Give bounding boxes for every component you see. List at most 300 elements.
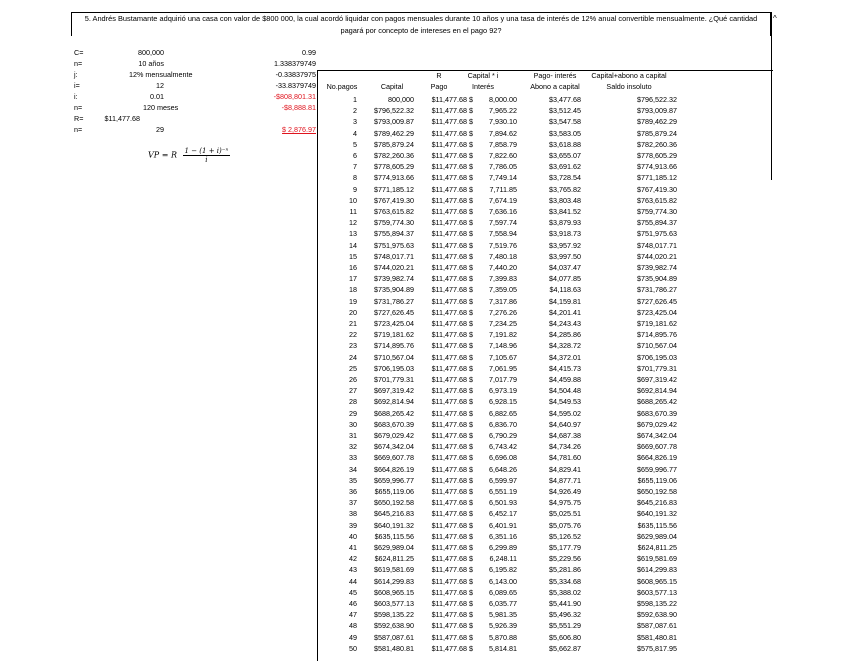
cell-nopago: 5	[353, 139, 357, 149]
cell-interes: 7,105.67	[489, 352, 517, 362]
formula-fraction	[183, 147, 231, 164]
cell-pago: $11,477.68 $	[431, 464, 473, 474]
cell-abono: $5,388.02	[549, 587, 581, 597]
cell-pago: $11,477.68 $	[431, 419, 473, 429]
cell-nopago: 29	[349, 408, 357, 418]
table-row	[317, 240, 772, 252]
cell-abono: $4,734.26	[549, 442, 581, 452]
cell-interes: 5,926.39	[489, 621, 517, 631]
cell-pago: $11,477.68 $	[431, 520, 473, 530]
cell-capital: $744,020.21	[374, 263, 414, 272]
variable-label: j:	[74, 70, 78, 79]
cell-capital: $789,462.29	[374, 128, 414, 138]
header-capital: Capital	[380, 82, 404, 91]
cell-abono: $4,459.88	[549, 375, 581, 384]
table-row	[317, 576, 772, 588]
cell-interes: 7,399.83	[489, 274, 517, 284]
cell-nopago: 37	[349, 498, 357, 508]
cell-nopago: 50	[349, 643, 357, 653]
cell-nopago: 14	[349, 240, 357, 250]
cell-nopago: 19	[349, 296, 357, 306]
cell-abono: $4,687.38	[549, 431, 581, 440]
cell-saldo: $731,786.27	[637, 285, 677, 295]
cell-interes: 7,749.14	[489, 173, 517, 183]
cell-saldo: $785,879.24	[637, 128, 677, 138]
cell-abono: $3,957.92	[549, 240, 581, 250]
cell-pago: $11,477.68 $	[431, 397, 473, 407]
cell-interes: 7,061.95	[489, 363, 517, 373]
cell-abono: $4,285.86	[549, 330, 581, 340]
cell-interes: 7,930.10	[489, 117, 517, 127]
cell-abono: $4,926.49	[549, 487, 581, 496]
table-row	[317, 430, 772, 442]
table-row	[317, 632, 772, 644]
cell-saldo: $635,115.56	[637, 520, 677, 530]
cell-pago: $11,477.68 $	[431, 285, 473, 295]
cell-abono: $5,025.51	[549, 509, 581, 519]
cell-interes: 7,191.82	[489, 330, 517, 340]
cell-saldo: $782,260.36	[637, 139, 677, 149]
cell-saldo: $767,419.30	[637, 184, 677, 194]
cell-nopago: 42	[349, 554, 357, 564]
cell-capital: $608,965.15	[374, 587, 414, 597]
header-interes: Interés	[472, 82, 494, 91]
cell-abono: $5,496.32	[549, 610, 581, 620]
table-row	[317, 329, 772, 341]
cell-interes: 7,234.25	[489, 319, 517, 328]
cell-saldo: $629,989.04	[637, 531, 677, 541]
cell-saldo: $748,017.71	[637, 240, 677, 250]
table-row	[317, 150, 772, 162]
cell-interes: 7,359.05	[489, 285, 517, 295]
cell-nopago: 1	[353, 95, 357, 104]
cell-pago: $11,477.68 $	[431, 274, 473, 284]
cell-saldo: $789,462.29	[637, 117, 677, 127]
cell-nopago: 20	[349, 307, 357, 317]
table-row	[317, 206, 772, 218]
cell-interes: 6,743.42	[489, 442, 517, 452]
cell-saldo: $624,811.25	[637, 543, 677, 552]
cell-abono: $3,765.82	[549, 184, 581, 194]
cell-capital: $674,342.04	[374, 442, 414, 452]
cell-capital: $581,480.81	[374, 643, 414, 653]
table-row	[317, 564, 772, 576]
cell-abono: $4,037.47	[549, 263, 581, 272]
cell-abono: $5,551.29	[549, 621, 581, 631]
cell-interes: 6,452.17	[489, 509, 517, 519]
cell-capital: $635,115.56	[374, 531, 414, 541]
cell-abono: $5,229.56	[549, 554, 581, 564]
cell-saldo: $581,480.81	[637, 632, 677, 642]
table-row	[317, 396, 772, 408]
cell-interes: 6,882.65	[489, 408, 517, 418]
cell-saldo: $796,522.32	[637, 95, 677, 104]
cell-abono: $4,975.75	[549, 498, 581, 508]
cell-interes: 6,648.26	[489, 464, 517, 474]
cell-abono: $4,549.53	[549, 397, 581, 407]
cell-saldo: $688,265.42	[637, 397, 677, 407]
table-row	[317, 587, 772, 599]
cell-nopago: 8	[353, 173, 357, 183]
cell-capital: $723,425.04	[374, 319, 414, 328]
cell-saldo: $659,996.77	[637, 464, 677, 474]
cell-pago: $11,477.68 $	[431, 386, 473, 396]
cell-abono: $4,118.63	[549, 285, 581, 295]
cell-pago: $11,477.68 $	[431, 632, 473, 642]
cell-capital: $659,996.77	[374, 475, 414, 485]
cell-saldo: $697,319.42	[637, 375, 677, 384]
cell-capital: $714,895.76	[374, 341, 414, 351]
cell-interes: 6,696.08	[489, 453, 517, 463]
variable-value: 800,000	[138, 48, 164, 57]
cell-nopago: 22	[349, 330, 357, 340]
computed-value: -$808,801.31	[273, 92, 316, 101]
cell-saldo: $706,195.03	[637, 352, 677, 362]
cell-saldo: $614,299.83	[637, 565, 677, 575]
cell-saldo: $751,975.63	[637, 229, 677, 239]
cell-capital: $683,670.39	[374, 419, 414, 429]
table-row	[317, 228, 772, 240]
cell-interes: 7,276.26	[489, 307, 517, 317]
variable-value: 0.01	[150, 92, 164, 101]
cell-capital: $727,626.45	[374, 307, 414, 317]
cell-capital: $669,607.78	[374, 453, 414, 463]
cell-pago: $11,477.68 $	[431, 95, 473, 104]
cell-saldo: $592,638.90	[637, 610, 677, 620]
cell-saldo: $598,135.22	[637, 599, 677, 608]
cell-saldo: $679,029.42	[637, 419, 677, 429]
variable-value: 29	[156, 125, 164, 134]
table-row	[317, 251, 772, 263]
cell-saldo: $575,817.95	[637, 643, 677, 653]
cell-capital: $735,904.89	[374, 285, 414, 295]
header-pi-top: Pago- interés	[533, 71, 577, 80]
cell-abono: $4,829.41	[549, 464, 581, 474]
table-row	[317, 161, 772, 173]
variable-label: i=	[74, 81, 80, 90]
cell-pago: $11,477.68 $	[431, 487, 473, 496]
table-row	[317, 520, 772, 532]
cell-saldo: $727,626.45	[637, 296, 677, 306]
cell-pago: $11,477.68 $	[431, 599, 473, 608]
cell-nopago: 47	[349, 610, 357, 620]
cell-nopago: 27	[349, 386, 357, 396]
cell-abono: $4,243.43	[549, 319, 581, 328]
cell-abono: $5,606.80	[549, 632, 581, 642]
computed-value: 1.338379749	[274, 59, 316, 68]
cell-saldo: $645,216.83	[637, 498, 677, 508]
cell-interes: 6,401.91	[489, 520, 517, 530]
cell-abono: $3,477.68	[549, 95, 581, 104]
table-row	[317, 296, 772, 308]
table-row	[317, 128, 772, 140]
cell-saldo: $683,670.39	[637, 408, 677, 418]
cell-capital: $587,087.61	[374, 632, 414, 642]
cell-pago: $11,477.68 $	[431, 195, 473, 205]
table-row	[317, 475, 772, 487]
cell-interes: 7,674.19	[489, 195, 517, 205]
cell-interes: 7,858.79	[489, 139, 517, 149]
cell-nopago: 32	[349, 442, 357, 452]
cell-capital: $751,975.63	[374, 240, 414, 250]
cell-capital: $603,577.13	[374, 599, 414, 608]
cell-nopago: 43	[349, 565, 357, 575]
cell-saldo: $664,826.19	[637, 453, 677, 463]
cell-abono: $4,328.72	[549, 341, 581, 351]
cell-interes: 5,981.35	[489, 610, 517, 620]
table-row	[317, 441, 772, 453]
cell-interes: 7,822.60	[489, 151, 517, 160]
cell-capital: 800,000	[388, 95, 414, 104]
cell-abono: $4,077.85	[549, 274, 581, 284]
cell-nopago: 45	[349, 587, 357, 597]
cell-pago: $11,477.68 $	[431, 106, 473, 116]
cell-saldo: $608,965.15	[637, 576, 677, 586]
header-abono: Abono a capital	[530, 82, 580, 91]
table-row	[317, 105, 772, 117]
formula-lhs: VP = R	[148, 150, 177, 160]
formula-numerator: 1 − (1 + i)⁻ⁿ	[184, 147, 229, 155]
cell-capital: $731,786.27	[374, 296, 414, 306]
cell-saldo: $701,779.31	[637, 363, 677, 373]
cell-interes: 7,894.62	[489, 128, 517, 138]
cell-abono: $3,728.54	[549, 173, 581, 183]
variable-value: 10 años	[138, 59, 164, 68]
scroll-caret-icon[interactable]: ^	[773, 14, 777, 23]
cell-nopago: 10	[349, 195, 357, 205]
table-row	[317, 486, 772, 498]
variable-label: R=	[74, 114, 84, 123]
cell-nopago: 38	[349, 509, 357, 519]
cell-abono: $5,177.79	[549, 543, 581, 552]
cell-pago: $11,477.68 $	[431, 184, 473, 194]
variable-label: n=	[74, 59, 83, 68]
cell-saldo: $603,577.13	[637, 587, 677, 597]
cell-capital: $619,581.69	[374, 565, 414, 575]
cell-interes: 8,000.00	[489, 95, 517, 104]
cell-capital: $782,260.36	[374, 151, 414, 160]
cell-nopago: 40	[349, 531, 357, 541]
cell-saldo: $735,904.89	[637, 274, 677, 284]
table-row	[317, 139, 772, 151]
cell-pago: $11,477.68 $	[431, 610, 473, 620]
cell-abono: $4,595.02	[549, 408, 581, 418]
variable-label: n=	[74, 125, 83, 134]
cell-saldo: $669,607.78	[637, 442, 677, 452]
cell-saldo: $793,009.87	[637, 106, 677, 116]
cell-abono: $3,655.07	[549, 151, 581, 160]
cell-pago: $11,477.68 $	[431, 218, 473, 228]
cell-capital: $645,216.83	[374, 509, 414, 519]
cell-pago: $11,477.68 $	[431, 352, 473, 362]
cell-abono: $4,201.41	[549, 307, 581, 317]
cell-nopago: 23	[349, 341, 357, 351]
cell-abono: $3,997.50	[549, 251, 581, 261]
cell-nopago: 35	[349, 475, 357, 485]
cell-pago: $11,477.68 $	[431, 162, 473, 172]
table-row	[317, 508, 772, 520]
cell-nopago: 13	[349, 229, 357, 239]
cell-abono: $5,075.76	[549, 520, 581, 530]
cell-interes: 7,636.16	[489, 207, 517, 216]
cell-saldo: $714,895.76	[637, 330, 677, 340]
cell-abono: $3,879.93	[549, 218, 581, 228]
cell-nopago: 16	[349, 263, 357, 272]
cell-interes: 6,599.97	[489, 475, 517, 485]
header-r-top: R	[436, 71, 442, 80]
cell-nopago: 7	[353, 162, 357, 172]
cell-capital: $719,181.62	[374, 330, 414, 340]
table-row	[317, 374, 772, 386]
cell-saldo: $692,814.94	[637, 386, 677, 396]
cell-pago: $11,477.68 $	[431, 543, 473, 552]
cell-interes: 7,317.86	[489, 296, 517, 306]
cell-nopago: 18	[349, 285, 357, 295]
cell-pago: $11,477.68 $	[431, 498, 473, 508]
cell-nopago: 48	[349, 621, 357, 631]
cell-interes: 6,299.89	[489, 543, 517, 552]
cell-pago: $11,477.68 $	[431, 173, 473, 183]
cell-capital: $592,638.90	[374, 621, 414, 631]
cell-interes: 6,928.15	[489, 397, 517, 407]
cell-capital: $706,195.03	[374, 363, 414, 373]
problem-statement: 5. Andrés Bustamante adquirió una casa con valor de $800 000, la cual acordó liquidar con pagos mensuales durante 10 años y una tasa de interés de 12% anual convertible mensualmente. ¿Qué cantidad pagará por concepto de intereses en el pago 92?	[71, 12, 771, 36]
cell-pago: $11,477.68 $	[431, 587, 473, 597]
cell-pago: $11,477.68 $	[431, 475, 473, 485]
cell-capital: $739,982.74	[374, 274, 414, 284]
cell-interes: 6,035.77	[489, 599, 517, 608]
cell-interes: 5,814.81	[489, 643, 517, 653]
table-row	[317, 363, 772, 375]
annuity-formula	[148, 147, 230, 164]
cell-saldo: $710,567.04	[637, 341, 677, 351]
computed-value: -$8,888.81	[281, 103, 316, 112]
cell-interes: 7,786.05	[489, 162, 517, 172]
table-row	[317, 172, 772, 184]
cell-abono: $3,547.58	[549, 117, 581, 127]
cell-capital: $692,814.94	[374, 397, 414, 407]
table-row	[317, 464, 772, 476]
cell-interes: 5,870.88	[489, 632, 517, 642]
cell-saldo: $778,605.29	[637, 151, 677, 160]
cell-nopago: 26	[349, 375, 357, 384]
table-row	[317, 419, 772, 431]
cell-nopago: 30	[349, 419, 357, 429]
table-row	[317, 116, 772, 128]
cell-nopago: 3	[353, 117, 357, 127]
cell-pago: $11,477.68 $	[431, 139, 473, 149]
cell-capital: $614,299.83	[374, 576, 414, 586]
cell-interes: 6,551.19	[489, 487, 517, 496]
cell-capital: $785,879.24	[374, 139, 414, 149]
cell-nopago: 11	[349, 207, 357, 216]
header-ca-top: Capital+abono a capital	[591, 71, 667, 80]
table-row	[317, 609, 772, 621]
variable-value: 120 meses	[143, 103, 179, 112]
cell-saldo: $587,087.61	[637, 621, 677, 631]
cell-saldo: $744,020.21	[637, 251, 677, 261]
cell-pago: $11,477.68 $	[431, 330, 473, 340]
cell-capital: $640,191.32	[374, 520, 414, 530]
cell-capital: $710,567.04	[374, 352, 414, 362]
cell-interes: 6,790.29	[489, 431, 517, 440]
cell-abono: $4,640.97	[549, 419, 581, 429]
cell-abono: $4,504.48	[549, 386, 581, 396]
variable-label: C=	[74, 48, 84, 57]
cell-nopago: 41	[349, 543, 357, 552]
cell-capital: $778,605.29	[374, 162, 414, 172]
table-row	[317, 408, 772, 420]
cell-nopago: 28	[349, 397, 357, 407]
cell-capital: $796,522.32	[374, 106, 414, 116]
cell-saldo: $739,982.74	[637, 263, 677, 272]
cell-capital: $664,826.19	[374, 464, 414, 474]
header-ci-top: Capital * i	[467, 71, 499, 80]
cell-capital: $771,185.12	[374, 184, 414, 194]
cell-interes: 6,143.00	[489, 576, 517, 586]
cell-capital: $748,017.71	[374, 251, 414, 261]
cell-pago: $11,477.68 $	[431, 263, 473, 272]
cell-nopago: 46	[349, 599, 357, 608]
cell-saldo: $655,119.06	[637, 475, 677, 485]
cell-pago: $11,477.68 $	[431, 442, 473, 452]
cell-abono: $4,415.73	[549, 363, 581, 373]
cell-abono: $5,334.68	[549, 576, 581, 586]
cell-pago: $11,477.68 $	[431, 296, 473, 306]
computed-value: -0.33837975	[275, 70, 316, 79]
cell-interes: 6,248.11	[489, 554, 517, 564]
table-row	[317, 542, 772, 554]
header-pago: Pago	[430, 82, 448, 91]
cell-nopago: 24	[349, 352, 357, 362]
cell-saldo: $759,774.30	[637, 207, 677, 216]
variable-label: i:	[74, 92, 78, 101]
cell-nopago: 39	[349, 520, 357, 530]
table-row	[317, 385, 772, 397]
cell-pago: $11,477.68 $	[431, 117, 473, 127]
cell-nopago: 25	[349, 363, 357, 373]
table-row	[317, 452, 772, 464]
cell-abono: $3,691.62	[549, 162, 581, 172]
cell-interes: 7,148.96	[489, 341, 517, 351]
cell-capital: $793,009.87	[374, 117, 414, 127]
cell-pago: $11,477.68 $	[431, 207, 473, 216]
cell-nopago: 33	[349, 453, 357, 463]
cell-abono: $3,512.45	[549, 106, 581, 116]
cell-abono: $5,281.86	[549, 565, 581, 575]
cell-capital: $774,913.66	[374, 173, 414, 183]
cell-saldo: $719,181.62	[637, 319, 677, 328]
cell-pago: $11,477.68 $	[431, 341, 473, 351]
table-row	[317, 620, 772, 632]
cell-nopago: 17	[349, 274, 357, 284]
cell-interes: 6,089.65	[489, 587, 517, 597]
cell-nopago: 21	[349, 319, 357, 328]
cell-pago: $11,477.68 $	[431, 431, 473, 440]
cell-abono: $3,803.48	[549, 195, 581, 205]
cell-abono: $4,877.71	[549, 475, 581, 485]
cell-saldo: $755,894.37	[637, 218, 677, 228]
cell-abono: $4,159.81	[549, 296, 581, 306]
cell-pago: $11,477.68 $	[431, 565, 473, 575]
table-row	[317, 531, 772, 543]
cell-abono: $3,841.52	[549, 207, 581, 216]
cell-capital: $650,192.58	[374, 498, 414, 508]
cell-pago: $11,477.68 $	[431, 240, 473, 250]
computed-value: -33.8379749	[275, 81, 316, 90]
cell-capital: $688,265.42	[374, 408, 414, 418]
cell-capital: $624,811.25	[374, 554, 414, 564]
